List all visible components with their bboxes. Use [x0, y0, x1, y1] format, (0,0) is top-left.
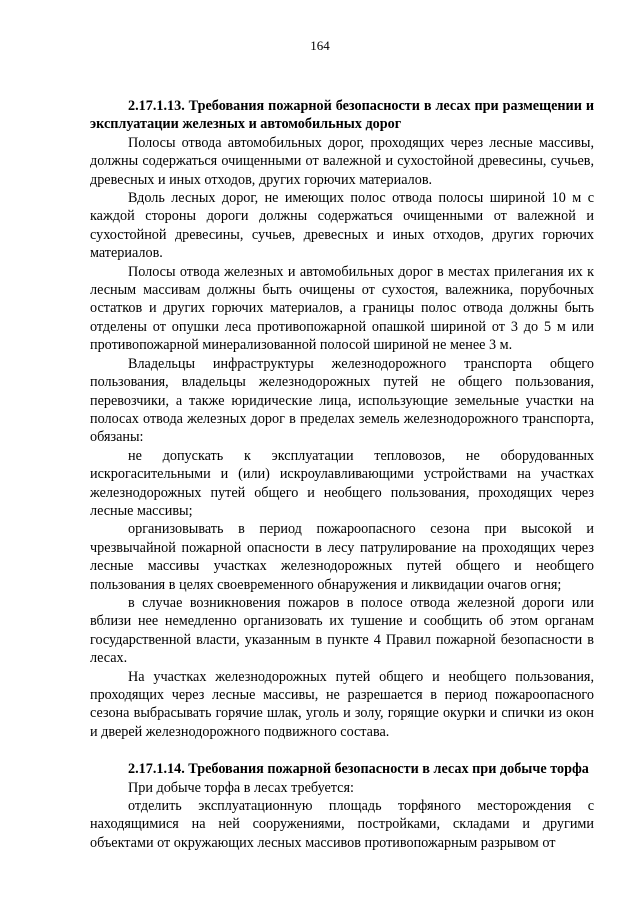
paragraph: Вдоль лесных дорог, не имеющих полос отвода полосы шириной 10 м с каждой стороны дороги должны содержаться очищенными от валежной и сухостойной древесины, сучьев, древесных и иных отходов, других горючих материалов. [90, 190, 594, 262]
paragraph: Полосы отвода железных и автомобильных дорог в местах прилегания их к лесным массивам должны быть очищены от сухостоя, валежника, порубочных остатков и других горючих материалов, а границы полос отвода должны быть отделены от опушки леса противопожарной опашкой шириной от 3 до 5 м или противопожарной минерализованной полосой шириной не менее 3 м. [90, 263, 594, 354]
list-item: в случае возникновения пожаров в полосе отвода железной дороги или вблизи нее немедленно организовать их тушение и сообщить об этом органам государственной власти, указанным в пункте 4 Правил пожарной безопасности в лесах. [90, 594, 594, 667]
page-number: 164 [310, 38, 330, 53]
section-heading-2-17-1-14: 2.17.1.14. Требования пожарной безопасности в лесах при добыче торфа [128, 761, 589, 778]
paragraph: На участках железнодорожных путей общего и необщего пользования, проходящих через лесные массивы, не разрешается в период пожароопасного сезона выбрасывать горячие шлак, уголь и золу, горящие окурки и спички из окон и дверей железнодорожного подвижного состава. [90, 668, 594, 740]
list-item: организовывать в период пожароопасного сезона при высокой и чрезвычайной пожарной опасности в лесу патрулирование на проходящих через лесные массивы участках железнодорожных путей общего и необщего пользования в целях своевременного обнаружения и ликвидации очагов огня; [90, 521, 594, 593]
paragraph: отделить эксплуатационную площадь торфяного месторождения с находящимися на ней сооружениями, постройками, складами и другими объектами от окружающих лесных массивов противопожарным разрывом от [90, 798, 594, 851]
paragraph: Полосы отвода автомобильных дорог, проходящих через лесные массивы, должны содержаться очищенными от валежной и сухостойной древесины, сучьев, древесных и иных отходов, других горючих материалов. [90, 134, 594, 188]
list-item: не допускать к эксплуатации тепловозов, не оборудованных искрогасительными и (или) искроулавливающими устройствами на участках железнодорожных путей общего и необщего пользования, проходящих через лесные массивы; [90, 447, 594, 519]
document-body [90, 97, 594, 852]
section-heading-2-17-1-13: 2.17.1.13. Требования пожарной безопасности в лесах при размещении и эксплуатации железных и автомобильных дорог [90, 98, 594, 133]
paragraph: При добыче торфа в лесах требуется: [128, 779, 354, 796]
paragraph: Владельцы инфраструктуры железнодорожного транспорта общего пользования, владельцы железнодорожных путей не общего пользования, перевозчики, а также юридические лица, использующие земельные участки на полосах отвода железных дорог в пределах земель железнодорожного транспорта, обязаны: [90, 355, 594, 446]
